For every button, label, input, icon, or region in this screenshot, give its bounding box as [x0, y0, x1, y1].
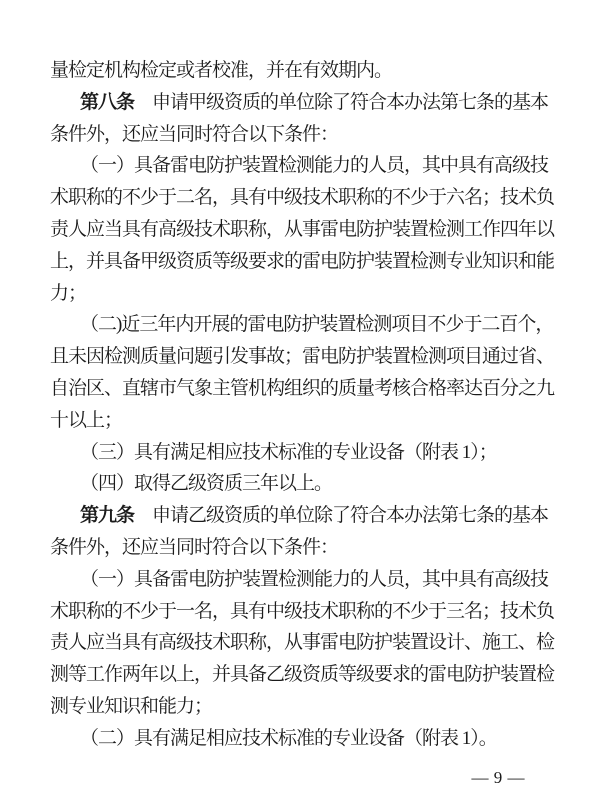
text-line: 十以上；	[50, 409, 123, 431]
text-line-item-1: （一）具备雷电防护装置检测能力的人员，其中具有高级技	[80, 568, 549, 590]
text-line-item-2: （二）具有满足相应技术标准的专业设备（附表 1）。	[80, 727, 497, 749]
text-line: 上，并具备甲级资质等级要求的雷电防护装置检测专业知识和能	[50, 250, 555, 272]
page-number: — 9 —	[471, 768, 525, 787]
text-line: 测等工作两年以上，并具备乙级资质等级要求的雷电防护装置检	[50, 664, 555, 686]
text-line: 且未因检测质量问题引发事故；雷电防护装置检测项目通过省、	[50, 346, 555, 368]
article-8-heading: 第八条	[80, 91, 135, 113]
text-line: 量检定机构检定或者校准，并在有效期内。	[50, 60, 393, 81]
text-line-item-2: （二)近三年内开展的雷电防护装置检测项目不少于二百个，	[80, 314, 554, 336]
article-9-heading: 第九条	[80, 505, 135, 527]
text-line: 术职称的不少于二名，具有中级技术职称的不少于六名；技术负	[50, 187, 555, 209]
text-line: 条件外，还应当同时符合以下条件：	[50, 536, 339, 558]
text-line-article-8	[50, 87, 558, 119]
text-line: 测专业知识和能力；	[50, 695, 213, 717]
text-line: 责人应当具有高级技术职称，从事雷电防护装置设计、施工、检	[50, 632, 555, 654]
text-line: 责人应当具有高级技术职称，从事雷电防护装置检测工作四年以	[50, 218, 555, 240]
text-line-item-3: （三）具有满足相应技术标准的专业设备（附表 1）；	[80, 441, 497, 463]
text-line-article-9	[50, 500, 558, 532]
document-body	[50, 55, 558, 755]
text-line: 自治区、直辖市气象主管机构组织的质量考核合格率达百分之九	[50, 377, 555, 399]
line-text: 申请乙级资质的单位除了符合本办法第七条的基本	[134, 505, 549, 527]
text-line: 力；	[50, 282, 87, 304]
line-text: 申请甲级资质的单位除了符合本办法第七条的基本	[134, 91, 549, 113]
text-line: 术职称的不少于一名，具有中级技术职称的不少于三名；技术负	[50, 600, 555, 622]
text-line-item-4: （四）取得乙级资质三年以上。	[80, 473, 333, 495]
text-line: 条件外，还应当同时符合以下条件：	[50, 123, 339, 145]
text-line-item-1: （一）具备雷电防护装置检测能力的人员，其中具有高级技	[80, 155, 549, 177]
